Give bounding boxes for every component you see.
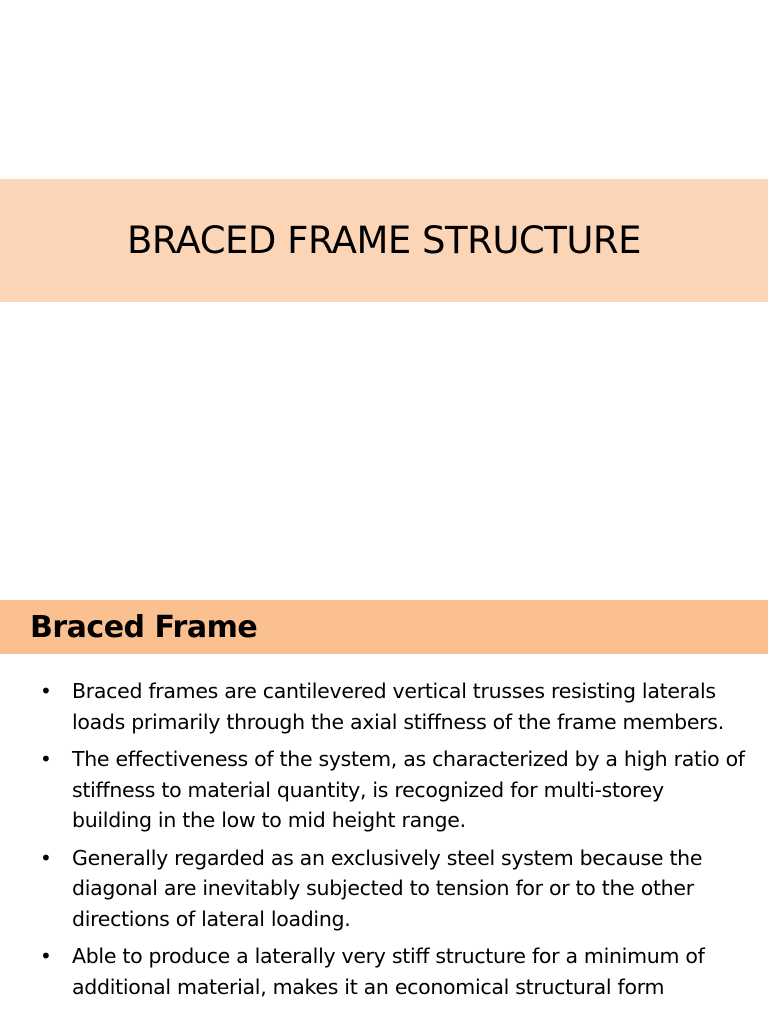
bullet-text: Able to produce a laterally very stiff structure for a minimum of additional material, makes it an economical structural form — [72, 944, 705, 999]
bullet-icon: • — [40, 845, 52, 870]
list-item — [0, 676, 768, 737]
title-slide-band — [0, 179, 768, 302]
list-item — [0, 843, 768, 935]
section-heading: Braced Frame — [30, 609, 258, 645]
bullet-icon: • — [40, 679, 52, 703]
list-item — [0, 744, 768, 836]
bullet-text: The effectiveness of the system, as characterized by a high ratio of stiffness to material quantity, is recognized for multi-storey building in the low to mid height range. — [72, 747, 745, 832]
bullet-list — [0, 676, 768, 1009]
bullet-text: Braced frames are cantilevered vertical trusses resisting laterals loads primarily through the axial stiffness of the frame members. — [72, 679, 724, 734]
bullet-icon: • — [40, 747, 52, 771]
bullet-icon: • — [40, 944, 52, 968]
list-item — [0, 941, 768, 1002]
section-heading-band — [0, 600, 768, 654]
slide-title: BRACED FRAME STRUCTURE — [126, 219, 642, 262]
bullet-text: Generally regarded as an exclusively steel system because the diagonal are inevitably subjected to tension for or to the other directions of lateral loading. — [72, 845, 703, 931]
